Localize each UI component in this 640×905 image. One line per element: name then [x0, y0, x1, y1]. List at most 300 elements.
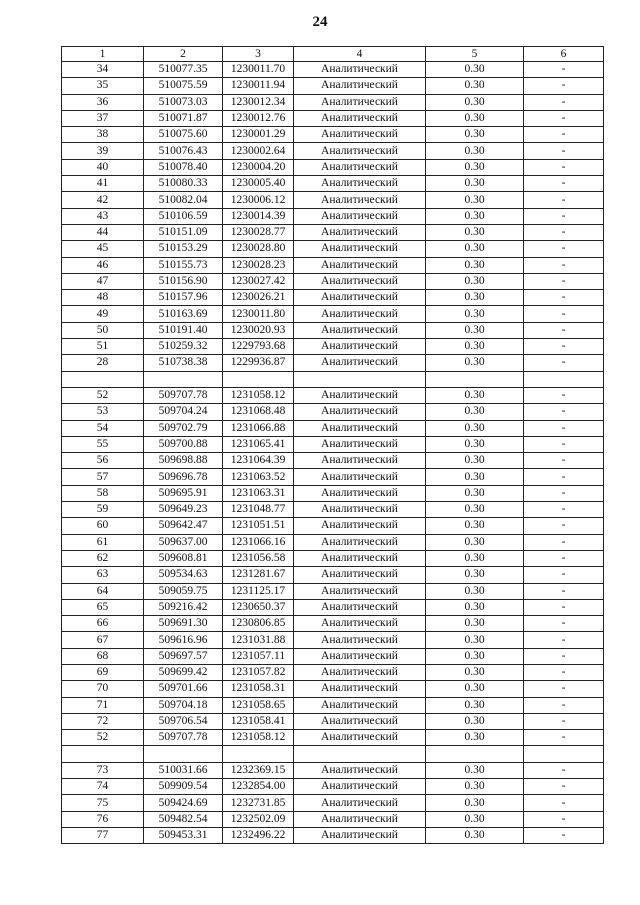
accuracy-cell [426, 746, 524, 762]
x-coordinate-cell [144, 746, 223, 762]
note-cell: - [524, 62, 604, 78]
point-number-cell: 44 [62, 224, 144, 240]
note-cell: - [524, 257, 604, 273]
x-coordinate-cell: 509216.42 [144, 599, 223, 615]
note-cell: - [524, 518, 604, 534]
y-coordinate-cell: 1231031.88 [223, 632, 294, 648]
table-row [62, 632, 604, 648]
accuracy-cell: 0.30 [426, 762, 524, 778]
x-coordinate-cell: 509642.47 [144, 518, 223, 534]
point-number-cell: 40 [62, 159, 144, 175]
table-row [62, 453, 604, 469]
table-row [62, 713, 604, 729]
method-cell: Аналитический [294, 795, 426, 811]
table-row [62, 355, 604, 371]
accuracy-cell: 0.30 [426, 648, 524, 664]
y-coordinate-cell: 1230002.64 [223, 143, 294, 159]
y-coordinate-cell: 1230028.77 [223, 224, 294, 240]
point-number-cell: 66 [62, 616, 144, 632]
accuracy-cell: 0.30 [426, 550, 524, 566]
x-coordinate-cell: 509534.63 [144, 567, 223, 583]
note-cell: - [524, 681, 604, 697]
note-cell: - [524, 355, 604, 371]
y-coordinate-cell: 1230012.34 [223, 94, 294, 110]
accuracy-cell: 0.30 [426, 779, 524, 795]
table-row [62, 192, 604, 208]
point-number-cell: 62 [62, 550, 144, 566]
y-coordinate-cell: 1231063.31 [223, 485, 294, 501]
point-number-cell: 48 [62, 290, 144, 306]
x-coordinate-cell: 509453.31 [144, 827, 223, 843]
point-number-cell: 51 [62, 339, 144, 355]
accuracy-cell: 0.30 [426, 62, 524, 78]
point-number-cell: 65 [62, 599, 144, 615]
note-cell: - [524, 811, 604, 827]
accuracy-cell: 0.30 [426, 159, 524, 175]
method-cell: Аналитический [294, 78, 426, 94]
method-cell: Аналитический [294, 127, 426, 143]
method-cell: Аналитический [294, 290, 426, 306]
table-row [62, 404, 604, 420]
method-cell: Аналитический [294, 550, 426, 566]
note-cell: - [524, 208, 604, 224]
coordinates-table [61, 46, 604, 844]
note-cell: - [524, 567, 604, 583]
note-cell: - [524, 779, 604, 795]
table-row [62, 616, 604, 632]
accuracy-cell: 0.30 [426, 697, 524, 713]
x-coordinate-cell: 510031.66 [144, 762, 223, 778]
point-number-cell: 64 [62, 583, 144, 599]
table-row [62, 485, 604, 501]
point-number-cell: 37 [62, 110, 144, 126]
table-row [62, 664, 604, 680]
method-cell: Аналитический [294, 143, 426, 159]
note-cell: - [524, 322, 604, 338]
note-cell: - [524, 534, 604, 550]
method-cell: Аналитический [294, 616, 426, 632]
accuracy-cell: 0.30 [426, 616, 524, 632]
column-header: 2 [144, 47, 223, 62]
method-cell [294, 746, 426, 762]
x-coordinate-cell: 509695.91 [144, 485, 223, 501]
x-coordinate-cell: 509699.42 [144, 664, 223, 680]
table-row [62, 94, 604, 110]
x-coordinate-cell: 510157.96 [144, 290, 223, 306]
accuracy-cell: 0.30 [426, 485, 524, 501]
x-coordinate-cell: 509696.78 [144, 469, 223, 485]
note-cell: - [524, 648, 604, 664]
table-row [62, 583, 604, 599]
note-cell: - [524, 632, 604, 648]
accuracy-cell: 0.30 [426, 224, 524, 240]
x-coordinate-cell: 509697.57 [144, 648, 223, 664]
accuracy-cell: 0.30 [426, 599, 524, 615]
y-coordinate-cell: 1230026.21 [223, 290, 294, 306]
accuracy-cell: 0.30 [426, 94, 524, 110]
y-coordinate-cell: 1230011.70 [223, 62, 294, 78]
column-header: 3 [223, 47, 294, 62]
method-cell: Аналитический [294, 62, 426, 78]
point-number-cell: 43 [62, 208, 144, 224]
point-number-cell: 36 [62, 94, 144, 110]
point-number-cell: 41 [62, 176, 144, 192]
y-coordinate-cell [223, 371, 294, 387]
method-cell: Аналитический [294, 779, 426, 795]
note-cell: - [524, 387, 604, 403]
accuracy-cell: 0.30 [426, 502, 524, 518]
note-cell: - [524, 453, 604, 469]
point-number-cell: 58 [62, 485, 144, 501]
table-row [62, 62, 604, 78]
point-number-cell: 70 [62, 681, 144, 697]
y-coordinate-cell: 1230005.40 [223, 176, 294, 192]
point-number-cell: 72 [62, 713, 144, 729]
point-number-cell: 61 [62, 534, 144, 550]
method-cell: Аналитический [294, 583, 426, 599]
method-cell: Аналитический [294, 224, 426, 240]
y-coordinate-cell: 1230014.39 [223, 208, 294, 224]
point-number-cell: 68 [62, 648, 144, 664]
y-coordinate-cell: 1231066.88 [223, 420, 294, 436]
y-coordinate-cell: 1229793.68 [223, 339, 294, 355]
accuracy-cell: 0.30 [426, 827, 524, 843]
note-cell: - [524, 339, 604, 355]
x-coordinate-cell: 510071.87 [144, 110, 223, 126]
y-coordinate-cell: 1232369.15 [223, 762, 294, 778]
accuracy-cell: 0.30 [426, 518, 524, 534]
table-row [62, 290, 604, 306]
table-row [62, 469, 604, 485]
note-cell: - [524, 827, 604, 843]
note-cell: - [524, 224, 604, 240]
note-cell [524, 746, 604, 762]
note-cell [524, 371, 604, 387]
table-row [62, 648, 604, 664]
note-cell: - [524, 192, 604, 208]
y-coordinate-cell: 1230011.94 [223, 78, 294, 94]
method-cell: Аналитический [294, 257, 426, 273]
x-coordinate-cell: 509909.54 [144, 779, 223, 795]
method-cell: Аналитический [294, 502, 426, 518]
accuracy-cell: 0.30 [426, 420, 524, 436]
method-cell: Аналитический [294, 339, 426, 355]
note-cell: - [524, 502, 604, 518]
accuracy-cell: 0.30 [426, 730, 524, 746]
method-cell: Аналитический [294, 762, 426, 778]
y-coordinate-cell: 1231064.39 [223, 453, 294, 469]
x-coordinate-cell: 509704.18 [144, 697, 223, 713]
x-coordinate-cell: 509707.78 [144, 730, 223, 746]
accuracy-cell: 0.30 [426, 664, 524, 680]
x-coordinate-cell: 509608.81 [144, 550, 223, 566]
table-row [62, 127, 604, 143]
x-coordinate-cell: 510106.59 [144, 208, 223, 224]
x-coordinate-cell: 510151.09 [144, 224, 223, 240]
table-row [62, 306, 604, 322]
method-cell: Аналитический [294, 730, 426, 746]
point-number-cell: 34 [62, 62, 144, 78]
table-row [62, 371, 604, 387]
point-number-cell: 71 [62, 697, 144, 713]
x-coordinate-cell: 509704.24 [144, 404, 223, 420]
note-cell: - [524, 599, 604, 615]
note-cell: - [524, 550, 604, 566]
accuracy-cell: 0.30 [426, 583, 524, 599]
y-coordinate-cell: 1231048.77 [223, 502, 294, 518]
point-number-cell [62, 746, 144, 762]
accuracy-cell: 0.30 [426, 208, 524, 224]
table-body [62, 62, 604, 844]
table-header-row [62, 47, 604, 62]
method-cell: Аналитический [294, 664, 426, 680]
y-coordinate-cell: 1231057.11 [223, 648, 294, 664]
note-cell: - [524, 420, 604, 436]
point-number-cell: 50 [62, 322, 144, 338]
x-coordinate-cell: 510075.59 [144, 78, 223, 94]
x-coordinate-cell: 510075.60 [144, 127, 223, 143]
x-coordinate-cell: 510155.73 [144, 257, 223, 273]
y-coordinate-cell: 1231068.48 [223, 404, 294, 420]
method-cell: Аналитический [294, 159, 426, 175]
accuracy-cell: 0.30 [426, 78, 524, 94]
y-coordinate-cell: 1232502.09 [223, 811, 294, 827]
table-row [62, 176, 604, 192]
column-header: 6 [524, 47, 604, 62]
accuracy-cell: 0.30 [426, 192, 524, 208]
accuracy-cell: 0.30 [426, 143, 524, 159]
point-number-cell: 59 [62, 502, 144, 518]
note-cell: - [524, 713, 604, 729]
accuracy-cell: 0.30 [426, 241, 524, 257]
note-cell: - [524, 290, 604, 306]
point-number-cell: 77 [62, 827, 144, 843]
table-row [62, 420, 604, 436]
method-cell: Аналитический [294, 192, 426, 208]
method-cell: Аналитический [294, 94, 426, 110]
point-number-cell: 28 [62, 355, 144, 371]
method-cell: Аналитический [294, 322, 426, 338]
accuracy-cell: 0.30 [426, 387, 524, 403]
x-coordinate-cell: 510077.35 [144, 62, 223, 78]
y-coordinate-cell: 1230027.42 [223, 273, 294, 289]
table-row [62, 599, 604, 615]
table-row [62, 518, 604, 534]
accuracy-cell: 0.30 [426, 322, 524, 338]
note-cell: - [524, 306, 604, 322]
method-cell: Аналитический [294, 534, 426, 550]
method-cell: Аналитический [294, 599, 426, 615]
method-cell: Аналитический [294, 436, 426, 452]
x-coordinate-cell: 509616.96 [144, 632, 223, 648]
point-number-cell: 47 [62, 273, 144, 289]
x-coordinate-cell: 509424.69 [144, 795, 223, 811]
y-coordinate-cell: 1230012.76 [223, 110, 294, 126]
table-row [62, 550, 604, 566]
accuracy-cell: 0.30 [426, 534, 524, 550]
y-coordinate-cell: 1231281.67 [223, 567, 294, 583]
table-row [62, 534, 604, 550]
accuracy-cell: 0.30 [426, 681, 524, 697]
y-coordinate-cell: 1231058.65 [223, 697, 294, 713]
y-coordinate-cell: 1230006.12 [223, 192, 294, 208]
note-cell: - [524, 241, 604, 257]
method-cell: Аналитический [294, 110, 426, 126]
note-cell: - [524, 762, 604, 778]
y-coordinate-cell: 1231051.51 [223, 518, 294, 534]
table-row [62, 746, 604, 762]
table-row [62, 339, 604, 355]
note-cell: - [524, 469, 604, 485]
y-coordinate-cell: 1232731.85 [223, 795, 294, 811]
method-cell: Аналитический [294, 387, 426, 403]
accuracy-cell: 0.30 [426, 273, 524, 289]
y-coordinate-cell: 1231056.58 [223, 550, 294, 566]
accuracy-cell: 0.30 [426, 290, 524, 306]
note-cell: - [524, 110, 604, 126]
table-row [62, 827, 604, 843]
x-coordinate-cell: 510163.69 [144, 306, 223, 322]
accuracy-cell: 0.30 [426, 257, 524, 273]
method-cell: Аналитический [294, 485, 426, 501]
table-row [62, 387, 604, 403]
accuracy-cell: 0.30 [426, 404, 524, 420]
method-cell: Аналитический [294, 355, 426, 371]
table-row [62, 436, 604, 452]
table-row [62, 208, 604, 224]
y-coordinate-cell: 1230011.80 [223, 306, 294, 322]
point-number-cell: 52 [62, 387, 144, 403]
method-cell: Аналитический [294, 567, 426, 583]
table-row [62, 697, 604, 713]
y-coordinate-cell: 1231058.12 [223, 387, 294, 403]
y-coordinate-cell: 1232854.00 [223, 779, 294, 795]
method-cell: Аналитический [294, 648, 426, 664]
table-row [62, 779, 604, 795]
accuracy-cell: 0.30 [426, 176, 524, 192]
point-number-cell: 39 [62, 143, 144, 159]
point-number-cell: 46 [62, 257, 144, 273]
method-cell: Аналитический [294, 208, 426, 224]
x-coordinate-cell: 509702.79 [144, 420, 223, 436]
x-coordinate-cell: 510259.32 [144, 339, 223, 355]
table-row [62, 811, 604, 827]
point-number-cell: 49 [62, 306, 144, 322]
note-cell: - [524, 436, 604, 452]
y-coordinate-cell: 1231063.52 [223, 469, 294, 485]
x-coordinate-cell: 510073.03 [144, 94, 223, 110]
y-coordinate-cell: 1231058.12 [223, 730, 294, 746]
point-number-cell: 76 [62, 811, 144, 827]
table-row [62, 241, 604, 257]
point-number-cell: 55 [62, 436, 144, 452]
accuracy-cell: 0.30 [426, 436, 524, 452]
x-coordinate-cell: 510080.33 [144, 176, 223, 192]
accuracy-cell: 0.30 [426, 567, 524, 583]
accuracy-cell [426, 371, 524, 387]
accuracy-cell: 0.30 [426, 469, 524, 485]
x-coordinate-cell: 509700.88 [144, 436, 223, 452]
table-row [62, 257, 604, 273]
x-coordinate-cell: 510082.04 [144, 192, 223, 208]
note-cell: - [524, 485, 604, 501]
y-coordinate-cell: 1231065.41 [223, 436, 294, 452]
point-number-cell: 42 [62, 192, 144, 208]
table-row [62, 730, 604, 746]
accuracy-cell: 0.30 [426, 632, 524, 648]
accuracy-cell: 0.30 [426, 306, 524, 322]
point-number-cell: 52 [62, 730, 144, 746]
method-cell: Аналитический [294, 273, 426, 289]
note-cell: - [524, 730, 604, 746]
x-coordinate-cell: 510153.29 [144, 241, 223, 257]
table-row [62, 795, 604, 811]
point-number-cell: 74 [62, 779, 144, 795]
column-header: 4 [294, 47, 426, 62]
x-coordinate-cell: 509059.75 [144, 583, 223, 599]
y-coordinate-cell: 1231066.16 [223, 534, 294, 550]
table-row [62, 567, 604, 583]
table-row [62, 78, 604, 94]
column-header: 5 [426, 47, 524, 62]
table-row [62, 681, 604, 697]
x-coordinate-cell: 510191.40 [144, 322, 223, 338]
note-cell: - [524, 94, 604, 110]
x-coordinate-cell: 509701.66 [144, 681, 223, 697]
x-coordinate-cell: 509707.78 [144, 387, 223, 403]
x-coordinate-cell: 509706.54 [144, 713, 223, 729]
method-cell: Аналитический [294, 241, 426, 257]
note-cell: - [524, 159, 604, 175]
point-number-cell: 56 [62, 453, 144, 469]
column-header: 1 [62, 47, 144, 62]
point-number-cell: 69 [62, 664, 144, 680]
accuracy-cell: 0.30 [426, 339, 524, 355]
note-cell: - [524, 273, 604, 289]
method-cell: Аналитический [294, 681, 426, 697]
table-row [62, 273, 604, 289]
point-number-cell: 73 [62, 762, 144, 778]
y-coordinate-cell: 1230028.23 [223, 257, 294, 273]
x-coordinate-cell: 510076.43 [144, 143, 223, 159]
method-cell: Аналитический [294, 469, 426, 485]
y-coordinate-cell [223, 746, 294, 762]
x-coordinate-cell: 509698.88 [144, 453, 223, 469]
method-cell: Аналитический [294, 420, 426, 436]
point-number-cell: 35 [62, 78, 144, 94]
method-cell: Аналитический [294, 404, 426, 420]
method-cell: Аналитический [294, 827, 426, 843]
method-cell: Аналитический [294, 176, 426, 192]
x-coordinate-cell: 509637.00 [144, 534, 223, 550]
table-row [62, 224, 604, 240]
accuracy-cell: 0.30 [426, 127, 524, 143]
y-coordinate-cell: 1230004.20 [223, 159, 294, 175]
table-row [62, 502, 604, 518]
y-coordinate-cell: 1230028.80 [223, 241, 294, 257]
point-number-cell: 60 [62, 518, 144, 534]
method-cell [294, 371, 426, 387]
point-number-cell: 75 [62, 795, 144, 811]
accuracy-cell: 0.30 [426, 355, 524, 371]
accuracy-cell: 0.30 [426, 713, 524, 729]
x-coordinate-cell: 510156.90 [144, 273, 223, 289]
method-cell: Аналитический [294, 453, 426, 469]
point-number-cell: 57 [62, 469, 144, 485]
point-number-cell: 63 [62, 567, 144, 583]
x-coordinate-cell: 509691.30 [144, 616, 223, 632]
accuracy-cell: 0.30 [426, 110, 524, 126]
